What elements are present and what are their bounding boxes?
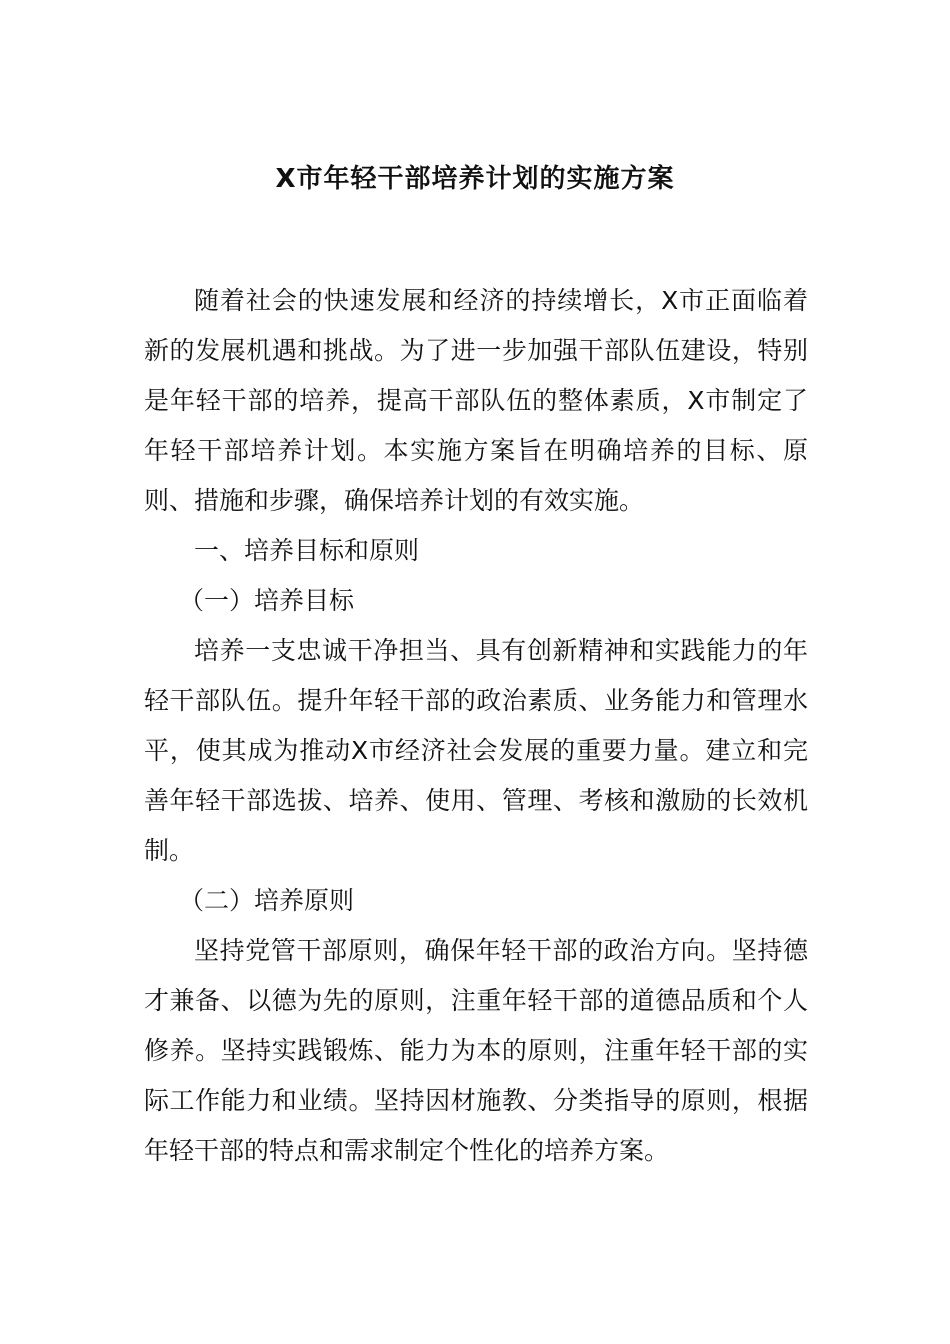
intro-paragraph: 随着社会的快速发展和经济的持续增长，X市正面临着新的发展机遇和挑战。为了进一步加强干部队伍建设，特别是年轻干部的培养，提高干部队伍的整体素质，X市制定了年轻干部培养计划。本实施方案旨在明确培养的目标、原则、措施和步骤，确保培养计划的有效实施。 [144, 286, 808, 515]
section-heading-goals-principles: 一、培养目标和原则 [194, 536, 420, 565]
principles-paragraph: 坚持党管干部原则，确保年轻干部的政治方向。坚持德才兼备、以德为先的原则，注重年轻干部的道德品质和个人修养。坚持实践锻炼、能力为本的原则，注重年轻干部的实际工作能力和业绩。坚持因材施教、分类指导的原则，根据年轻干部的特点和需求制定个性化的培养方案。 [144, 936, 808, 1165]
document-title: X市年轻干部培养计划的实施方案 [275, 164, 675, 194]
subsection-heading-goals: （一）培养目标 [179, 586, 355, 615]
subsection-heading-principles: （二）培养原则 [179, 886, 355, 915]
goals-paragraph: 培养一支忠诚干净担当、具有创新精神和实践能力的年轻干部队伍。提升年轻干部的政治素质、业务能力和管理水平，使其成为推动X市经济社会发展的重要力量。建立和完善年轻干部选拔、培养、使用、管理、考核和激励的长效机制。 [144, 636, 808, 865]
document-body [144, 276, 808, 1176]
